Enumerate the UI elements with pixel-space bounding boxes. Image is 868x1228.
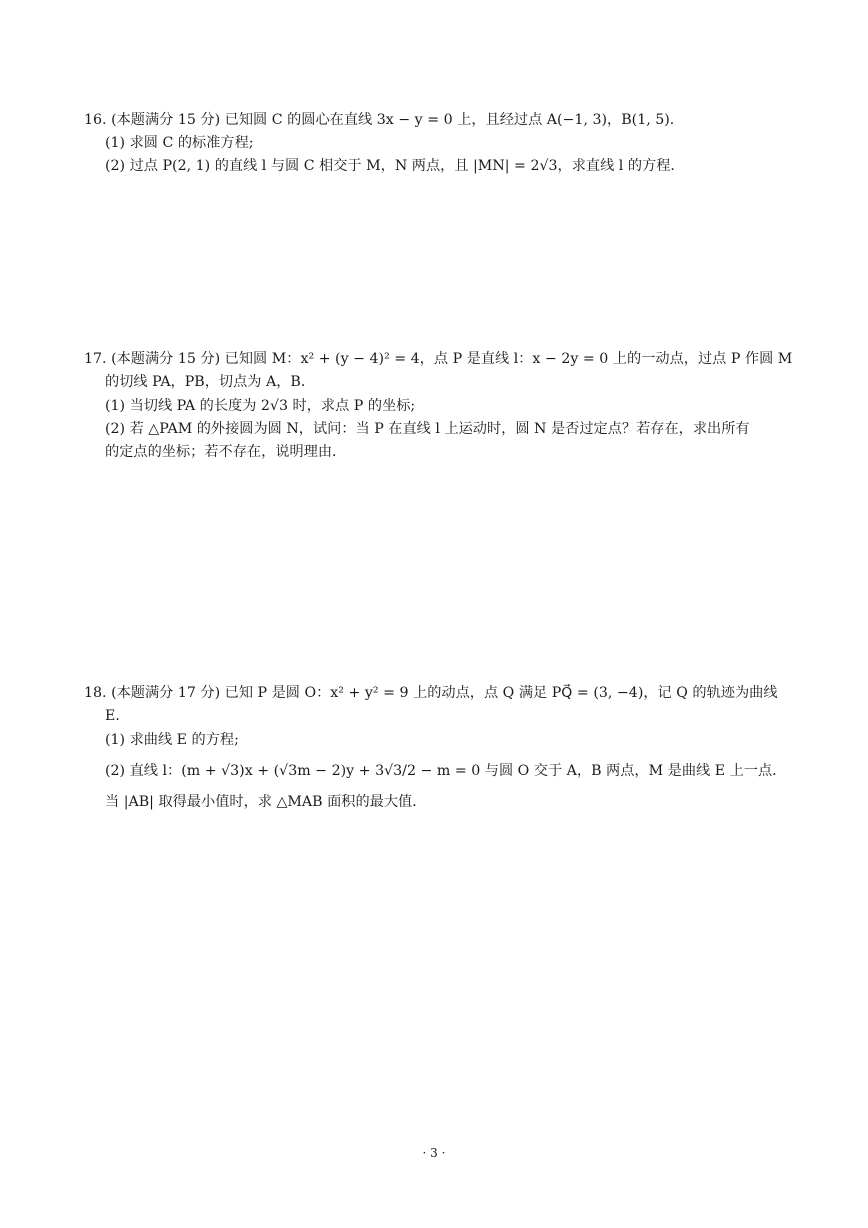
problem-18-part-2-cont: 当 |AB| 取得最小值时，求 △MAB 面积的最大值． <box>105 794 427 810</box>
problem-17-part-2-cont: 的定点的坐标；若不存在，说明理由． <box>105 444 347 460</box>
problem-17-statement: 17. (本题满分 15 分) 已知圆 M：x² + (y − 4)² = 4，点 P 是直线 l：x − 2y = 0 上的一动点，过点 P 作圆 M <box>84 351 793 367</box>
problem-16-statement: 16. (本题满分 15 分) 已知圆 C 的圆心在直线 3x − y = 0 上，且经过点 A(−1, 3)，B(1, 5)． <box>84 112 684 128</box>
problem-17-part-2: (2) 若 △PAM 的外接圆为圆 N，试问：当 P 在直线 l 上运动时，圆 N 是否过定点？若存在，求出所有 <box>105 421 750 437</box>
problem-18-statement-cont: E． <box>105 708 130 724</box>
problem-18-part-1: (1) 求曲线 E 的方程; <box>105 732 239 748</box>
page-number: · 3 · <box>422 1146 446 1160</box>
problem-17-part-1: (1) 当切线 PA 的长度为 2√3 时，求点 P 的坐标; <box>105 398 416 414</box>
problem-16-part-1: (1) 求圆 C 的标准方程; <box>105 135 254 151</box>
problem-18-statement: 18. (本题满分 17 分) 已知 P 是圆 O：x² + y² = 9 上的动点，点 Q 满足 PQ⃗ = (3, −4)，记 Q 的轨迹为曲线 <box>84 685 778 701</box>
problem-17-statement-cont: 的切线 PA，PB，切点为 A，B． <box>105 374 316 390</box>
problem-16-part-2: (2) 过点 P(2, 1) 的直线 l 与圆 C 相交于 M，N 两点，且 |MN| = 2√3，求直线 l 的方程． <box>105 158 685 174</box>
problem-18-part-2: (2) 直线 l：(m + √3)x + (√3m − 2)y + 3√3/2 − m = 0 与圆 O 交于 A，B 两点，M 是曲线 E 上一点． <box>105 763 787 779</box>
